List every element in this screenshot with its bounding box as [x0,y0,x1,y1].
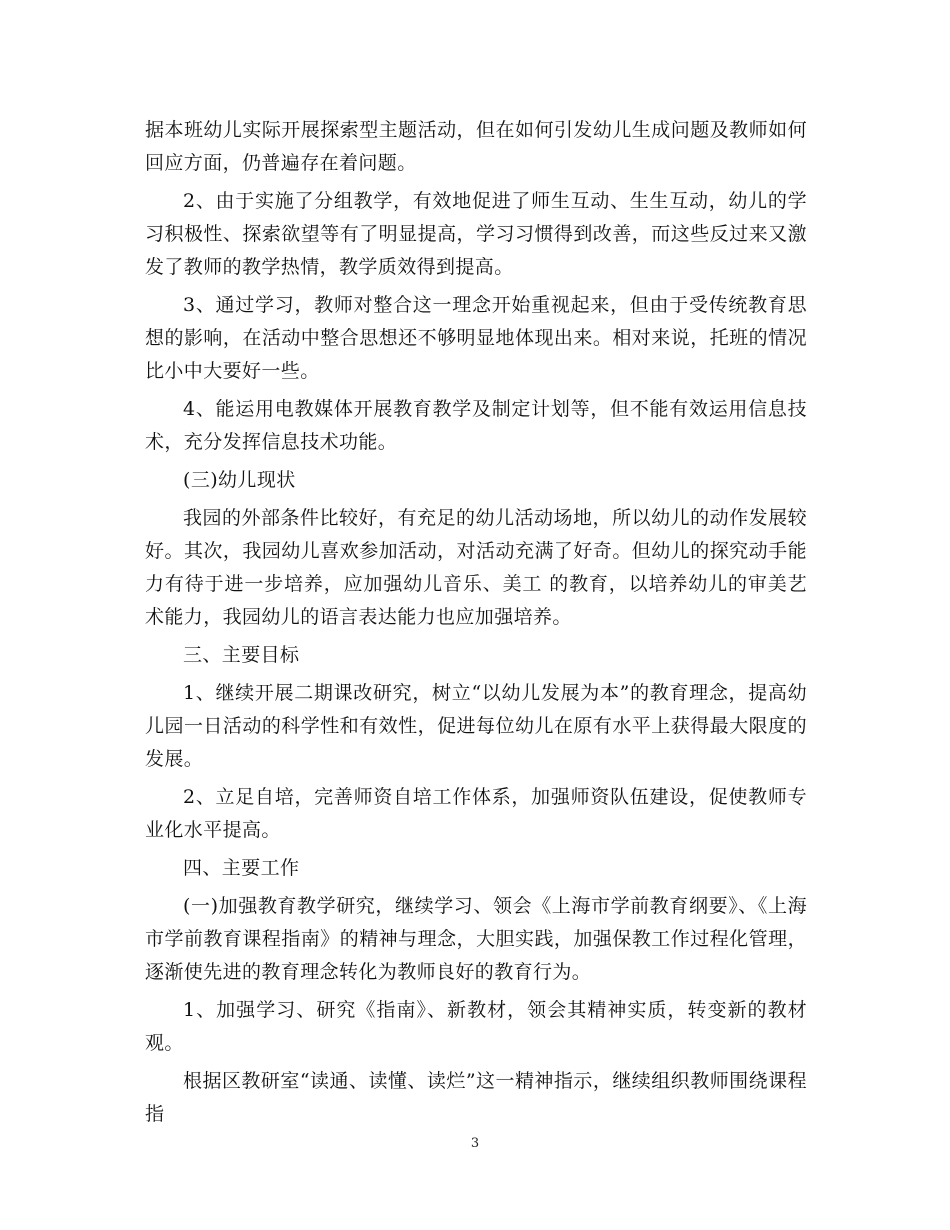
paragraph: 4、能运用电教媒体开展教育教学及制定计划等，但不能有效运用信息技术，充分发挥信息技术功能。 [145,398,807,453]
paragraph: (一)加强教育教学研究，继续学习、领会《上海市学前教育纲要》、《上海市学前教育课程指南》的精神与理念，大胆实践，加强保教工作过程化管理，逐渐使先进的教育理念转化为教师良好的教育行为。 [145,895,807,983]
section-heading: 四、主要工作 [183,857,300,879]
section-heading: (三)幼儿现状 [183,469,296,491]
paragraph: 2、由于实施了分组教学，有效地促进了师生互动、生生互动，幼儿的学习积极性、探索欲望等有了明显提高，学习习惯得到改善，而这些反过来又激发了教师的教学热情，教学质效得到提高。 [145,190,807,278]
paragraph: 2、立足自培，完善师资自培工作体系，加强师资队伍建设，促使教师专业化水平提高。 [145,786,807,841]
paragraph: 我园的外部条件比较好，有充足的幼儿活动场地，所以幼儿的动作发展较好。其次，我园幼儿喜欢参加活动，对活动充满了好奇。但幼儿的探究动手能力有待于进一步培养，应加强幼儿音乐、美工 的教育，以培养幼儿的审美艺术能力，我园幼儿的语言表达能力也应加强培养。 [145,507,807,628]
page-number: 3 [470,1136,480,1151]
document-body [145,114,807,1136]
paragraph: 据本班幼儿实际开展探索型主题活动，但在如何引发幼儿生成问题及教师如何回应方面，仍普遍存在着问题。 [145,119,807,174]
paragraph: 1、继续开展二期课改研究，树立“以幼儿发展为本”的教育理念，提高幼儿园一日活动的科学性和有效性，促进每位幼儿在原有水平上获得最大限度的发展。 [145,682,807,770]
paragraph: 根据区教研室“读通、读懂、读烂”这一精神指示，继续组织教师围绕课程指 [145,1070,807,1125]
paragraph: 1、加强学习、研究《指南》、新教材，领会其精神实质，转变新的教材观。 [145,999,807,1054]
section-heading: 三、主要目标 [183,644,300,666]
paragraph: 3、通过学习，教师对整合这一理念开始重视起来，但由于受传统教育思想的影响，在活动中整合思想还不够明显地体现出来。相对来说，托班的情况比小中大要好一些。 [145,294,807,382]
